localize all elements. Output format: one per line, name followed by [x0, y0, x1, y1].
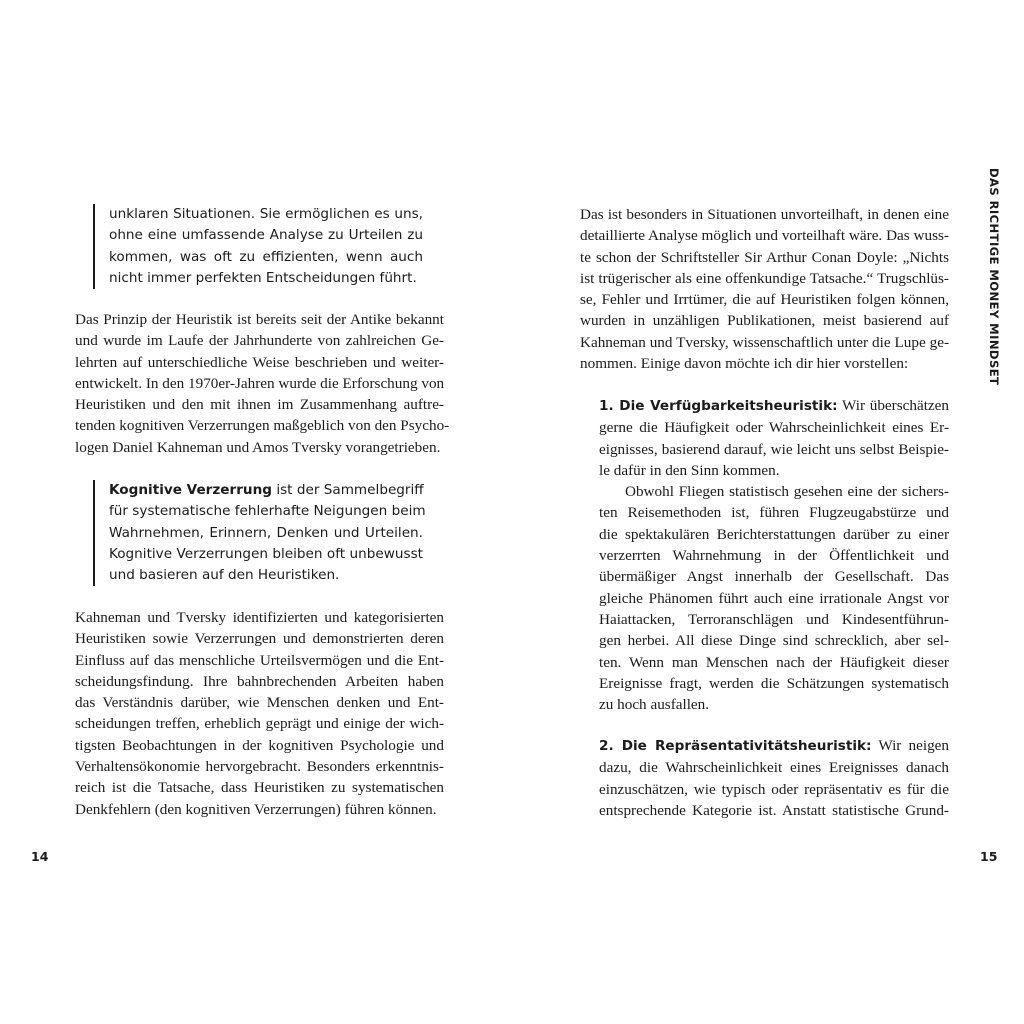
quote-line — [109, 480, 423, 501]
text-line — [599, 395, 949, 417]
text-line: ten. Wenn man Menschen nach der Häufigkeit dieser — [599, 653, 949, 671]
text-line: und wurde im Laufe der Jahrhunderte von zahlreichen Ge- — [75, 332, 444, 350]
text-line: scheidungsfindung. Ihre bahnbrechenden Arbeiten haben — [75, 672, 444, 690]
text-line: Einfluss auf das menschliche Urteilsvermögen und die Ent- — [75, 651, 444, 669]
quote-line: Wahrnehmen, Erinnern, Denken und Urteilen. — [109, 524, 423, 541]
text-line: verzerrten Wahrnehmung in der Öffentlichkeit und — [599, 547, 949, 565]
text-line: Ereignisse fragt, werden die Schätzungen systematisch — [599, 674, 949, 692]
right-page — [512, 0, 1024, 1024]
text-line: Denkfehlern (den kognitiven Verzerrungen) führen können. — [75, 800, 437, 818]
item-text-start: Wir neigen — [871, 737, 949, 754]
text-line: ten Reisemethoden ist, führen Flugzeugabstürze und — [599, 504, 949, 522]
text-line: le dafür in den Sinn kommen. — [599, 461, 780, 479]
list-item-verfuegbarkeitsheuristik — [599, 395, 949, 715]
text-line: die spektakulären Berichterstattungen darüber zu einer — [599, 525, 949, 543]
text-line — [599, 735, 949, 757]
quote-line: ohne eine umfassende Analyse zu Urteilen zu — [109, 227, 423, 244]
paragraph-situationen — [580, 204, 949, 374]
text-line: se, Fehler und Irrtümer, die auf Heuristiken folgen können, — [580, 291, 949, 309]
page-number-left: 14 — [31, 849, 49, 864]
text-line: das Verständnis darüber, wie Menschen denken und Ent- — [75, 694, 444, 712]
text-line: Haiattacken, Terroranschlägen und Kindesentführun- — [599, 610, 949, 628]
paragraph-heuristik-prinzip — [75, 309, 450, 458]
text-line: te schon der Schriftsteller Sir Arthur Conan Doyle: „Nichts — [580, 248, 949, 266]
text-line: Heuristiken sowie Verzerrungen und demonstrierten deren — [75, 630, 444, 648]
text-line: Heuristiken und den mit ihnen im Zusammenhang auftre- — [75, 396, 444, 414]
text-line: gen herbei. All diese Dinge sind schrecklich, aber sel- — [599, 632, 949, 650]
text-line: Das Prinzip der Heuristik ist bereits seit der Antike bekannt — [75, 311, 444, 328]
running-head: DAS RICHTIGE MONEY MINDSET — [987, 168, 1001, 386]
quote-line: und basieren auf den Heuristiken. — [109, 567, 340, 584]
text-line: eignisses, basierend darauf, wie leicht uns selbst Beispie- — [599, 440, 949, 458]
text-line: ist trügerischer als eine offenkundige Tatsache.“ Trugschlüs- — [580, 269, 949, 287]
text-line: Verhaltensökonomie hervorgebracht. Besonders erkenntnis- — [75, 758, 444, 776]
quote-line: nicht immer perfekten Entscheidungen führt. — [109, 269, 417, 286]
text-line: einzuschätzen, wie typisch oder repräsentativ es für die — [599, 780, 949, 798]
text-line: gleiche Phänomen führt auch eine irrationale Angst vor — [599, 589, 949, 607]
text-line: dazu, die Wahrscheinlichkeit eines Ereignisses danach — [599, 759, 949, 777]
quote-line: kommen, was oft zu effizienten, wenn auch — [109, 248, 423, 265]
text-line: tigsten Beobachtungen in der kognitiven Psychologie und — [75, 736, 444, 754]
text-line: Das ist besonders in Situationen unvorteilhaft, in denen eine — [580, 206, 949, 223]
text-line: wurden in unzähligen Publikationen, meist basierend auf — [580, 312, 949, 330]
text-line: Kahneman und Tversky identifizierten und kategorisierten — [75, 609, 444, 626]
term-kognitive-verzerrung: Kognitive Verzerrung — [109, 482, 272, 498]
heading-verfuegbarkeitsheuristik: 1. Die Verfügbarkeitsheuristik: — [599, 398, 838, 414]
list-item-repraesentativitaetsheuristik — [599, 735, 949, 821]
term-definition-start: ist der Sammelbegriff — [272, 482, 424, 498]
text-line: entsprechende Kategorie ist. Anstatt statistische Grund- — [599, 801, 949, 819]
quote-line: unklaren Situationen. Sie ermöglichen es uns, — [109, 206, 423, 222]
item-text-start: Wir überschätzen — [837, 397, 949, 414]
text-line: nommen. Einige davon möchte ich dir hier vorstellen: — [580, 355, 909, 373]
paragraph-kahneman-tversky — [75, 607, 444, 820]
text-line: detaillierte Analyse möglich und vorteilhaft wäre. Das wuss- — [580, 227, 949, 245]
heading-repraesentativitaetsheuristik: 2. Die Repräsentativitätsheuristik: — [599, 738, 872, 754]
text-line: logen Daniel Kahneman und Amos Tversky vorangetrieben. — [75, 438, 441, 456]
quote-line: für systematische fehlerhafte Neigungen beim — [109, 503, 426, 520]
quote-kognitive-verzerrung — [93, 480, 426, 586]
quote-heuristics — [93, 204, 423, 289]
text-line: zu hoch ausfallen. — [599, 696, 710, 714]
quote-line: Kognitive Verzerrungen bleiben oft unbewusst — [109, 545, 423, 562]
text-line: tenden kognitiven Verzerrungen maßgeblich von den Psycho- — [75, 417, 450, 435]
text-line: übermäßiger Angst innerhalb der Gesellschaft. Das — [599, 568, 949, 586]
text-line: scheidungen treffen, erheblich geprägt und einige der wich- — [75, 715, 444, 733]
text-line: entwickelt. In den 1970er-Jahren wurde die Erforschung von — [75, 374, 445, 392]
text-line: gerne die Häufigkeit oder Wahrscheinlichkeit eines Er- — [599, 419, 949, 437]
text-line: lehrten auf unterschiedliche Weise beschrieben und weiter- — [75, 353, 444, 371]
page-number-right: 15 — [980, 849, 998, 864]
text-line: Obwohl Fliegen statistisch gesehen eine der sichers- — [625, 483, 949, 501]
text-line: Kahneman und Tversky, wissenschaftlich unter die Lupe ge- — [580, 333, 949, 351]
text-line: reich ist die Tatsache, dass Heuristiken zu systematischen — [75, 779, 444, 797]
